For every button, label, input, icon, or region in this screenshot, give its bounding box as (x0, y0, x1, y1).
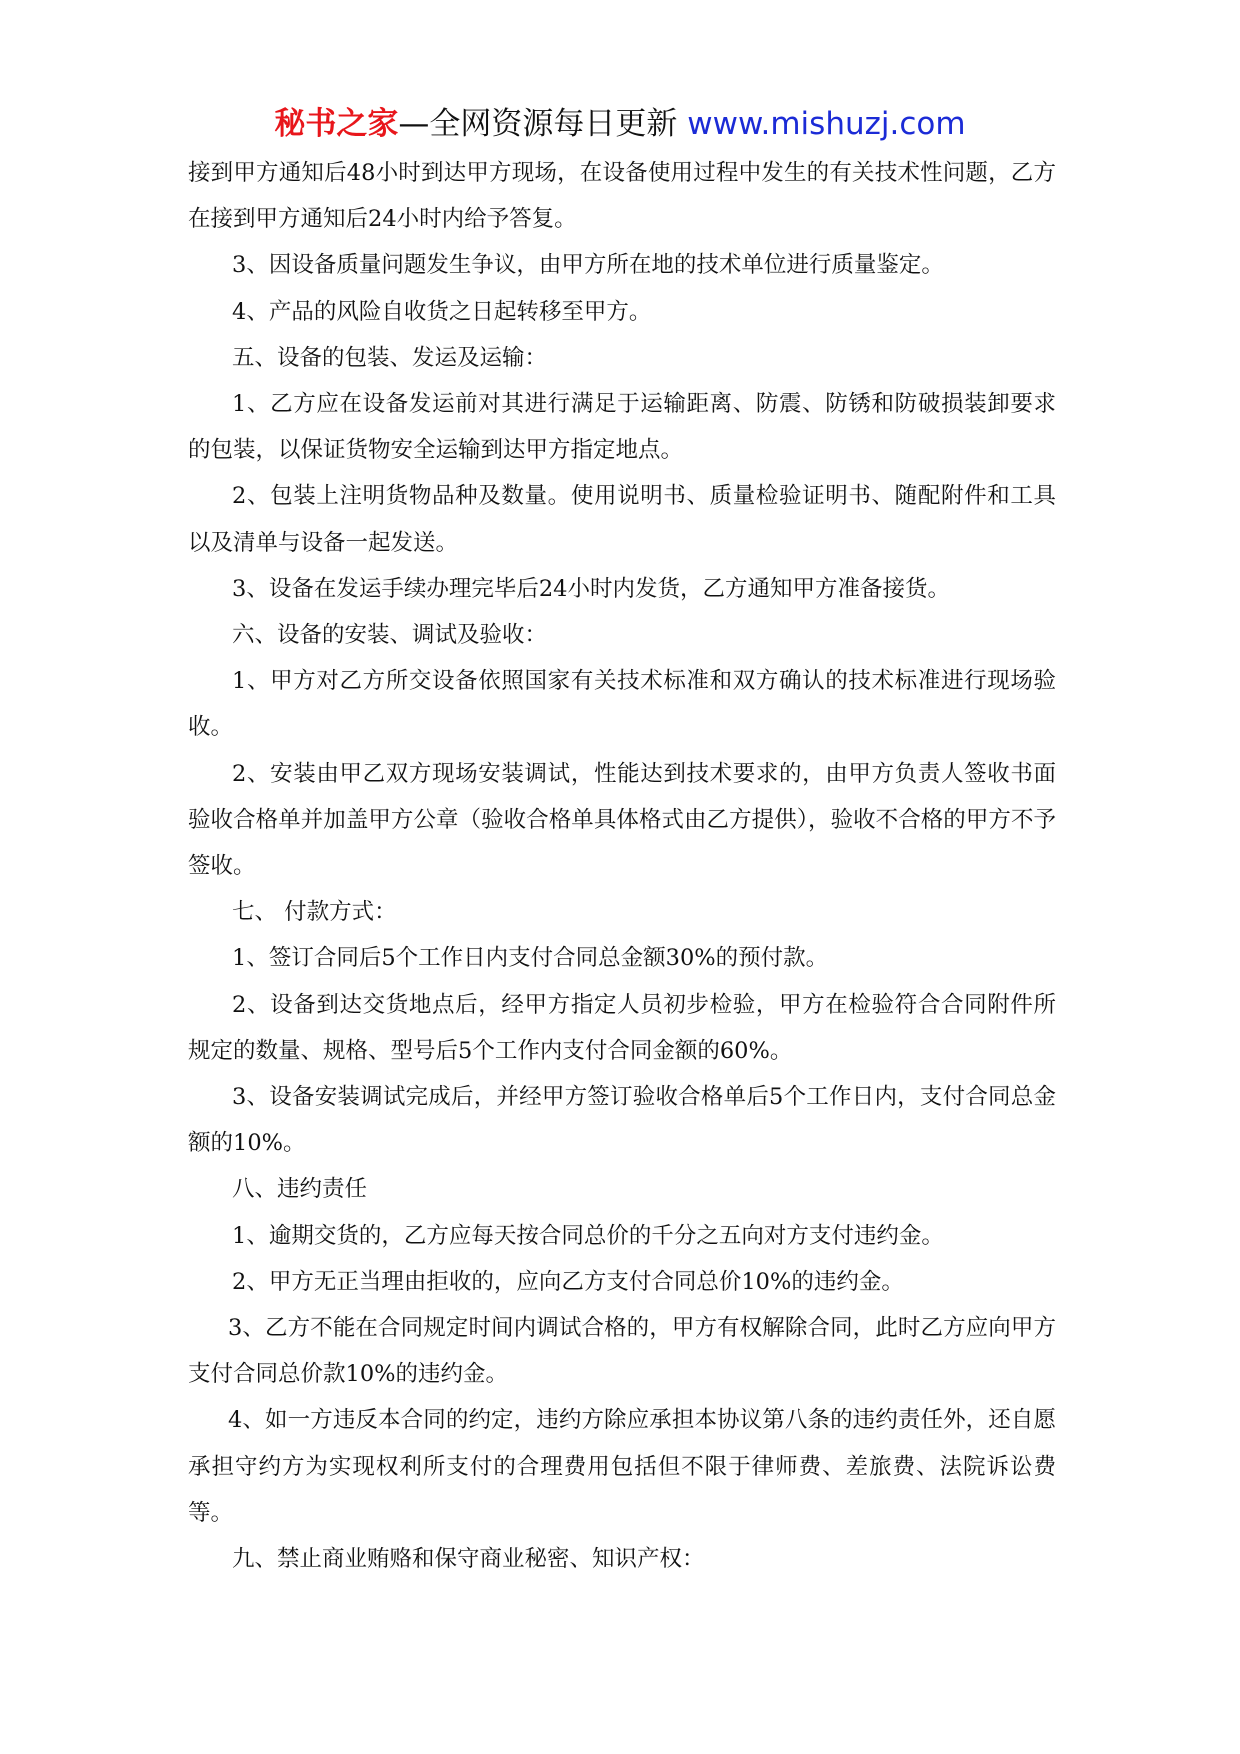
paragraph: 3、设备安装调试完成后，并经甲方签订验收合格单后5个工作日内，支付合同总金额的10%。 (188, 1084, 1056, 1157)
paragraph: 4、产品的风险自收货之日起转移至甲方。 (232, 298, 652, 325)
paragraph: 1、甲方对乙方所交设备依照国家有关技术标准和双方确认的技术标准进行现场验收。 (188, 668, 1056, 741)
section-heading: 八、违约责任 (232, 1176, 368, 1203)
paragraph: 3、设备在发运手续办理完毕后24小时内发货，乙方通知甲方准备接货。 (232, 575, 950, 602)
site-header (0, 102, 1240, 146)
site-url-link[interactable]: www.mishuzj.com (687, 106, 966, 142)
paragraph: 1、签订合同后5个工作日内支付合同总金额30%的预付款。 (232, 945, 829, 972)
paragraph: 3、因设备质量问题发生争议，由甲方所在地的技术单位进行质量鉴定。 (232, 252, 944, 279)
paragraph: 2、甲方无正当理由拒收的，应向乙方支付合同总价10%的违约金。 (232, 1268, 904, 1295)
paragraph: 3、乙方不能在合同规定时间内调试合格的，甲方有权解除合同，此时乙方应向甲方支付合同总价款10%的违约金。 (188, 1315, 1056, 1388)
contract-body (188, 150, 1056, 1582)
paragraph: 接到甲方通知后48小时到达甲方现场，在设备使用过程中发生的有关技术性问题，乙方在接到甲方通知后24小时内给予答复。 (188, 160, 1056, 233)
section-heading: 九、禁止商业贿赂和保守商业秘密、知识产权： (232, 1546, 705, 1573)
paragraph: 2、包装上注明货物品种及数量。使用说明书、质量检验证明书、随配附件和工具以及清单与设备一起发送。 (188, 483, 1056, 556)
paragraph: 1、逾期交货的，乙方应每天按合同总价的千分之五向对方支付违约金。 (232, 1222, 944, 1249)
paragraph: 4、如一方违反本合同的约定，违约方除应承担本协议第八条的违约责任外，还自愿承担守约方为实现权利所支付的合理费用包括但不限于律师费、差旅费、法院诉讼费等。 (188, 1407, 1056, 1526)
section-heading: 五、设备的包装、发运及运输： (232, 344, 548, 371)
site-tagline: —全网资源每日更新 (398, 106, 678, 142)
paragraph: 1、乙方应在设备发运前对其进行满足于运输距离、防震、防锈和防破损装卸要求的包装，以保证货物安全运输到达甲方指定地点。 (188, 391, 1056, 464)
paragraph: 2、设备到达交货地点后，经甲方指定人员初步检验，甲方在检验符合合同附件所规定的数量、规格、型号后5个工作内支付合同金额的60%。 (188, 991, 1056, 1064)
section-heading: 六、设备的安装、调试及验收： (232, 622, 548, 649)
paragraph: 2、安装由甲乙双方现场安装调试，性能达到技术要求的，由甲方负责人签收书面验收合格单并加盖甲方公章（验收合格单具体格式由乙方提供），验收不合格的甲方不予签收。 (188, 760, 1056, 880)
site-brand: 秘书之家 (274, 106, 399, 142)
section-heading: 七、 付款方式： (232, 899, 397, 926)
